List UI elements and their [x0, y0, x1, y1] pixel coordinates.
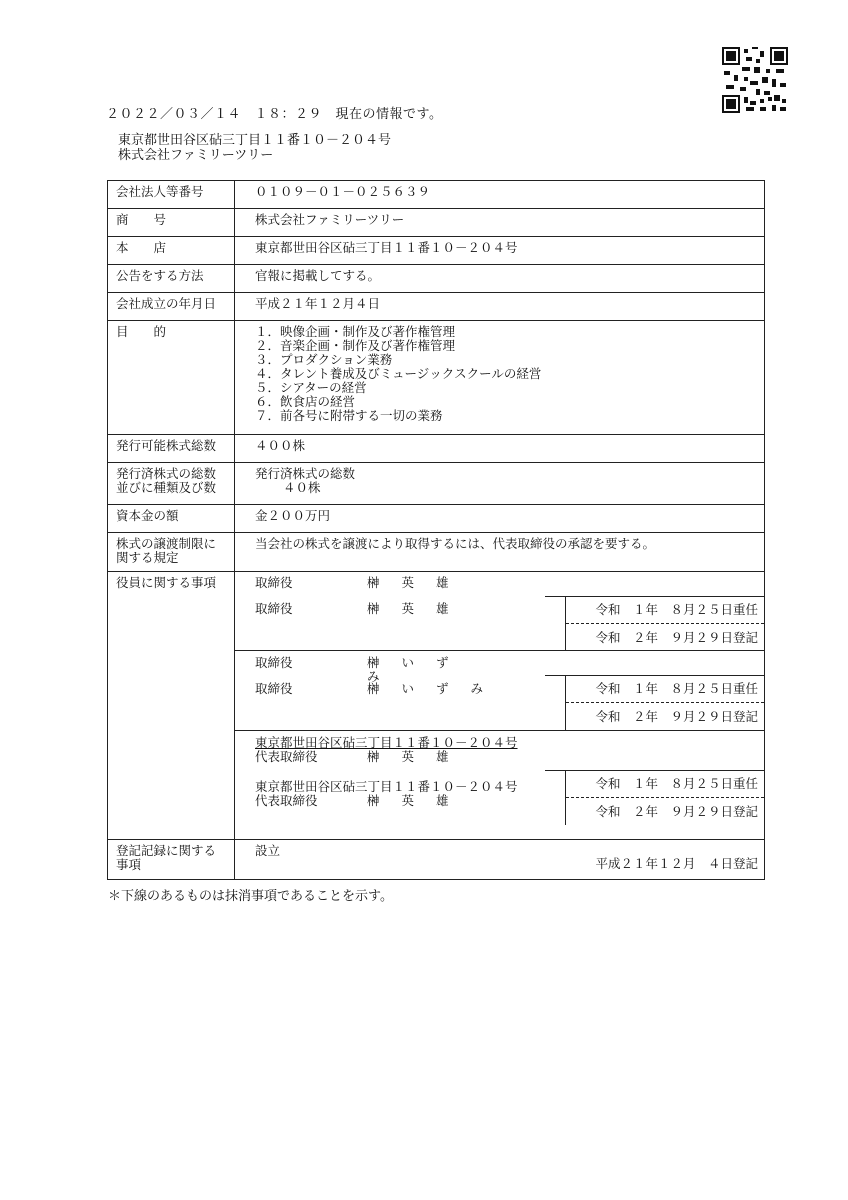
- label-transfer-2: 関する規定: [116, 550, 179, 565]
- label-office: 本 店: [108, 237, 235, 265]
- officer-entry: [255, 602, 515, 616]
- label-registry: [108, 840, 235, 880]
- officer-name: 榊いずみ: [367, 681, 506, 696]
- row-registry: [108, 840, 765, 880]
- value-corp-no: ０１０９－０１－０２５６３９: [235, 181, 765, 209]
- rep-entry: [255, 780, 555, 808]
- row-founded: [108, 293, 765, 321]
- value-registry: [235, 840, 765, 880]
- purpose-item: ４．タレント養成及びミュージックスクールの経営: [255, 366, 542, 381]
- reappointed-date: 令和 １年 ８月２５日重任: [566, 675, 764, 703]
- value-issued-2: ４０株: [283, 480, 321, 495]
- header-address: 東京都世田谷区砧三丁目１１番１０－２０４号: [118, 133, 392, 148]
- row-authorized: [108, 435, 765, 463]
- officer-name: 榊英雄: [367, 749, 471, 764]
- purpose-item: ７．前各号に附帯する一切の業務: [255, 408, 443, 423]
- label-issued: [108, 463, 235, 505]
- label-officers: 役員に関する事項: [108, 572, 235, 840]
- label-founded: 会社成立の年月日: [108, 293, 235, 321]
- rep-entry-old: [255, 736, 555, 764]
- officer-title: 代表取締役: [255, 749, 318, 764]
- officer-title: 取締役: [255, 655, 293, 670]
- registered-date: 令和 ２年 ９月２９日登記: [595, 630, 758, 645]
- rep-address: 東京都世田谷区砧三丁目１１番１０－２０４号: [255, 779, 518, 794]
- officer-dates: [565, 770, 764, 825]
- value-capital: 金２００万円: [235, 505, 765, 533]
- registered-date: 令和 ２年 ９月２９日登記: [595, 804, 758, 819]
- officer-name: 榊英雄: [367, 575, 471, 590]
- label-issued-1: 発行済株式の総数: [116, 466, 217, 481]
- label-notice: 公告をする方法: [108, 265, 235, 293]
- purpose-list: [235, 321, 765, 435]
- row-office: [108, 237, 765, 265]
- label-purpose: 目 的: [108, 321, 235, 435]
- reappointed-date: 令和 １年 ８月２５日重任: [566, 770, 764, 798]
- row-capital: [108, 505, 765, 533]
- value-issued: [235, 463, 765, 505]
- footnote: ＊下線のあるものは抹消事項であることを示す。: [108, 889, 393, 904]
- row-corp-no: [108, 181, 765, 209]
- officer-name: 榊英雄: [367, 601, 471, 616]
- value-founded: 平成２１年１２月４日: [235, 293, 765, 321]
- value-transfer: 当会社の株式を譲渡により取得するには、代表取締役の承認を要する。: [235, 533, 765, 572]
- row-purpose: [108, 321, 765, 435]
- row-issued: [108, 463, 765, 505]
- officers-block: [235, 572, 765, 840]
- officer-title: 取締役: [255, 681, 293, 696]
- registered-date: 令和 ２年 ９月２９日登記: [595, 709, 758, 724]
- row-name: [108, 209, 765, 237]
- timestamp: ２０２２／０３／１４ １８：２９ 現在の情報です。: [106, 107, 443, 122]
- value-notice: 官報に掲載してする。: [235, 265, 765, 293]
- purpose-item: ６．飲食店の経営: [255, 394, 356, 409]
- value-issued-1: 発行済株式の総数: [255, 466, 356, 481]
- header-company: 株式会社ファミリーツリー: [118, 148, 274, 163]
- label-corp-no: 会社法人等番号: [108, 181, 235, 209]
- qr-code-icon: [722, 47, 788, 113]
- row-notice: [108, 265, 765, 293]
- officer-entry-old: [255, 655, 475, 684]
- label-name: 商 号: [108, 209, 235, 237]
- purpose-item: ２．音楽企画・制作及び著作権管理: [255, 338, 456, 353]
- label-capital: 資本金の額: [108, 505, 235, 533]
- label-transfer-1: 株式の譲渡制限に: [116, 536, 217, 551]
- officer-dates: [565, 675, 764, 730]
- officer-entry: [255, 682, 515, 696]
- purpose-item: ５．シアターの経営: [255, 380, 367, 395]
- value-name: 株式会社ファミリーツリー: [235, 209, 765, 237]
- purpose-item: ３．プロダクション業務: [255, 352, 393, 367]
- value-office: 東京都世田谷区砧三丁目１１番１０－２０４号: [235, 237, 765, 265]
- officer-name: 榊いずみ: [367, 655, 471, 684]
- row-transfer: [108, 533, 765, 572]
- purpose-item: １．映像企画・制作及び著作権管理: [255, 324, 456, 339]
- officer-name: 榊英雄: [367, 793, 471, 808]
- officer-dates: [565, 596, 764, 651]
- label-registry-1: 登記記録に関する: [116, 843, 217, 858]
- value-authorized: ４００株: [235, 435, 765, 463]
- officer-entry-old: [255, 576, 475, 590]
- row-officers: [108, 572, 765, 840]
- registry-date: 平成２１年１２月 ４日登記: [595, 856, 758, 871]
- registry-table: [107, 180, 765, 880]
- label-transfer: [108, 533, 235, 572]
- label-authorized: 発行可能株式総数: [108, 435, 235, 463]
- officer-title: 代表取締役: [255, 793, 318, 808]
- registry-value: 設立: [255, 843, 281, 858]
- label-issued-2: 並びに種類及び数: [116, 480, 217, 495]
- reappointed-date: 令和 １年 ８月２５日重任: [566, 596, 764, 624]
- officer-title: 取締役: [255, 601, 293, 616]
- label-registry-2: 事項: [116, 857, 142, 872]
- rep-address: 東京都世田谷区砧三丁目１１番１０－２０４号: [255, 735, 518, 750]
- officer-title: 取締役: [255, 575, 293, 590]
